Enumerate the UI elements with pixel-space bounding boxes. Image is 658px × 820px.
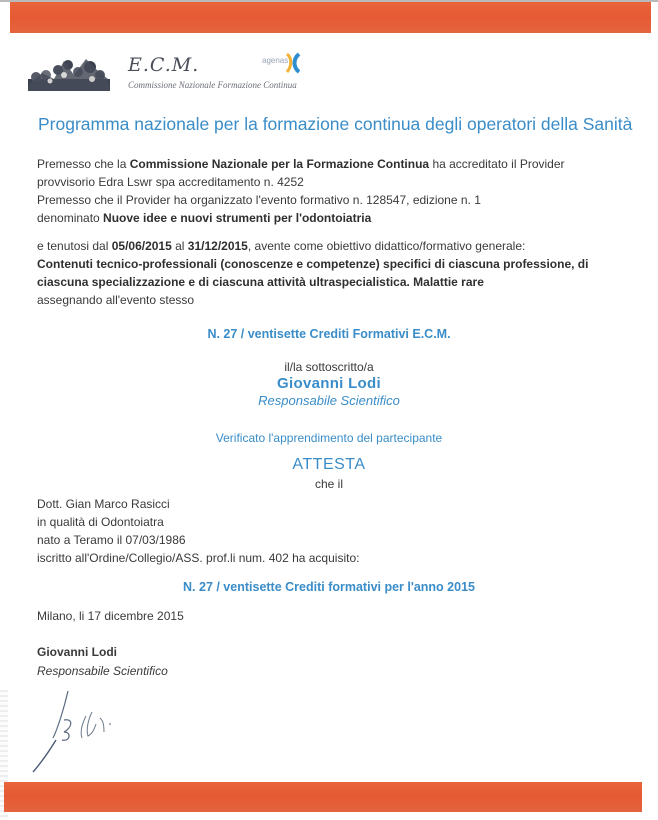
footer-band [4,782,642,812]
place-date: Milano, li 17 dicembre 2015 [37,609,184,623]
event-credits: N. 27 / ventisette Crediti Formativi E.C.M. [207,327,451,341]
participant-birth: nato a Teramo il 07/03/1986 [37,533,186,547]
signatory-name: Giovanni Lodi [277,375,381,392]
ecm-logo-title: E.C.M. [128,54,200,76]
premise-line-1: Premesso che la Commissione Nazionale per la Formazione Continua ha accreditato il Provider [37,157,565,171]
handwritten-signature-icon [28,688,148,783]
footer-signatory-name: Giovanni Lodi [37,645,117,659]
participant-qualification: in qualità di Odontoiatra [37,515,164,529]
objective-line-1: Contenuti tecnico-professionali (conoscenze e competenze) specifici di ciascuna professione, di [37,257,589,271]
participant-name: Dott. Gian Marco Rasicci [37,497,170,511]
premise-line-3: Premesso che il Provider ha organizzato l'evento formativo n. 128547, edizione n. 1 [37,193,481,207]
verification-text: Verificato l'apprendimento del partecipante [215,431,443,445]
agenas-logo-icon [283,52,303,74]
ecm-people-logo-icon [28,53,110,91]
page-heading: Programma nazionale per la formazione continua degli operatori della Sanità [38,114,633,134]
premise-line-4: denominato Nuove idee e nuovi strumenti per l'odontoiatria [37,211,372,225]
year-credits: N. 27 / ventisette Crediti formativi per l'anno 2015 [183,580,475,594]
agenas-logo-text: agenas [262,56,289,65]
ecm-logo-subtitle: Commissione Nazionale Formazione Continua [128,80,297,90]
attesta-heading: ATTESTA [292,456,366,473]
event-dates-line: e tenutosi dal 05/06/2015 al 31/12/2015, avente come obiettivo didattico/formativo generale: [37,239,526,253]
premise-line-2: provvisorio Edra Lswr spa accreditamento n. 4252 [37,175,304,189]
che-il-text: che il [314,477,343,491]
footer-signatory-role: Responsabile Scientifico [37,664,168,678]
header-band [10,2,651,33]
signatory-role: Responsabile Scientifico [258,393,400,408]
participant-registration: iscritto all'Ordine/Collegio/ASS. prof.li num. 402 ha acquisito: [37,551,360,565]
objective-line-2: ciascuna specializzazione e di ciascuna attività ultraspecialistica. Malattie rare [37,275,484,289]
signatory-intro: il/la sottoscritto/a [284,360,374,374]
assign-line: assegnando all'evento stesso [37,293,195,307]
